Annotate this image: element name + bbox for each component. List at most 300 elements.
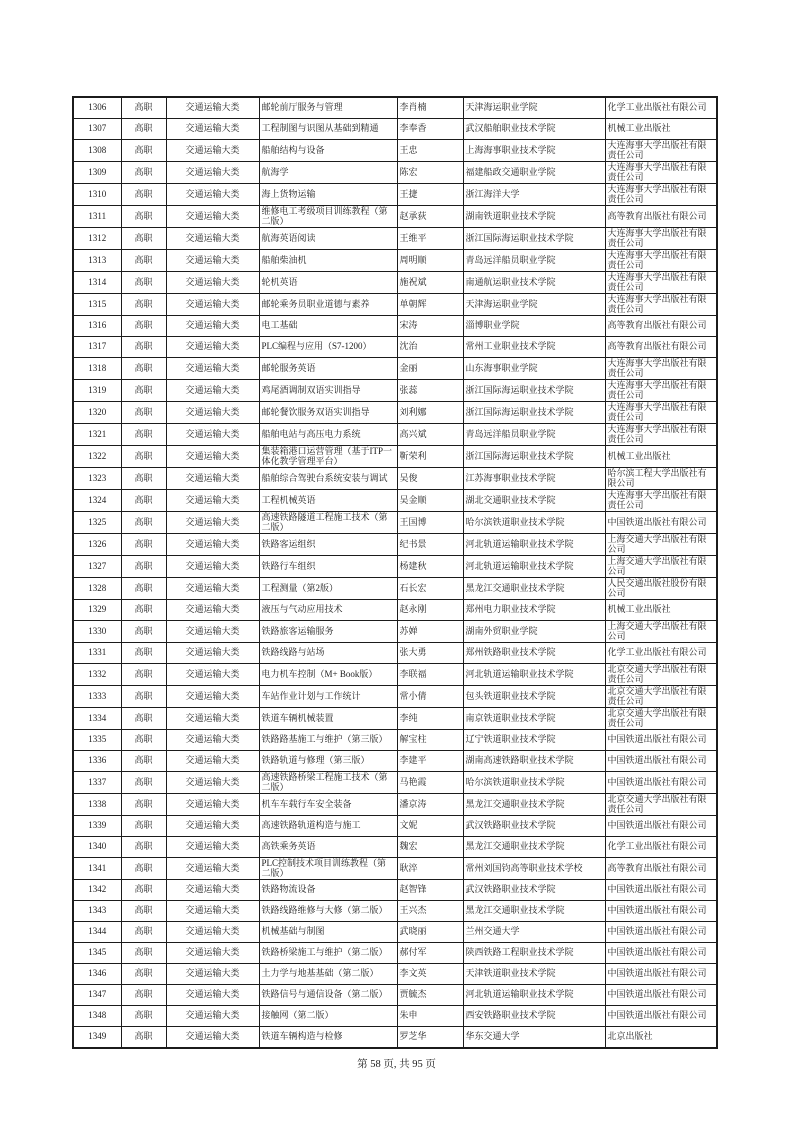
cell-book-title: 高速铁路轨道构造与施工 xyxy=(259,816,397,837)
cell-author: 沈治 xyxy=(397,337,463,358)
cell-row-number: 1307 xyxy=(73,119,121,140)
table-row xyxy=(73,206,717,228)
table-row xyxy=(73,708,717,730)
cell-institution: 黑龙江交通职业技术学院 xyxy=(463,837,605,858)
cell-publisher: 人民交通出版社股份有限公司 xyxy=(605,578,717,600)
cell-publisher: 大连海事大学出版社有限责任公司 xyxy=(605,380,717,402)
cell-row-number: 1324 xyxy=(73,490,121,512)
cell-category: 交通运输大类 xyxy=(166,1006,259,1027)
cell-book-title: 电力机车控制（M+ Book版） xyxy=(259,664,397,686)
cell-row-number: 1343 xyxy=(73,901,121,922)
cell-book-title: 铁路行车组织 xyxy=(259,556,397,578)
table-row xyxy=(73,556,717,578)
cell-institution: 青岛远洋船员职业学院 xyxy=(463,250,605,272)
cell-institution: 黑龙江交通职业技术学院 xyxy=(463,578,605,600)
cell-row-number: 1339 xyxy=(73,816,121,837)
cell-author: 陈宏 xyxy=(397,162,463,184)
cell-category: 交通运输大类 xyxy=(166,880,259,901)
table-row xyxy=(73,424,717,446)
cell-book-title: 工程制图与识图从基础到精通 xyxy=(259,119,397,140)
cell-book-title: 高铁乘务英语 xyxy=(259,837,397,858)
cell-author: 刘利娜 xyxy=(397,402,463,424)
cell-institution: 常州刘国钧高等职业技术学校 xyxy=(463,858,605,880)
cell-category: 交通运输大类 xyxy=(166,837,259,858)
cell-book-title: 集装箱港口运营管理（基于ITP一体化教学管理平台） xyxy=(259,446,397,468)
cell-book-title: 铁路线路与站场 xyxy=(259,643,397,664)
cell-publisher: 北京交通大学出版社有限责任公司 xyxy=(605,794,717,816)
cell-author: 常小倩 xyxy=(397,686,463,708)
cell-book-title: 铁路路基施工与维护（第三版） xyxy=(259,730,397,751)
cell-publisher: 中国铁道出版社有限公司 xyxy=(605,922,717,943)
cell-institution: 浙江国际海运职业技术学院 xyxy=(463,380,605,402)
cell-author: 苏婵 xyxy=(397,621,463,643)
cell-publisher: 化学工业出版社有限公司 xyxy=(605,643,717,664)
cell-publisher: 大连海事大学出版社有限责任公司 xyxy=(605,184,717,206)
cell-category: 交通运输大类 xyxy=(166,380,259,402)
cell-row-number: 1347 xyxy=(73,985,121,1006)
cell-author: 周明顺 xyxy=(397,250,463,272)
cell-book-title: 铁道车辆机械装置 xyxy=(259,708,397,730)
cell-institution: 山东海事职业学院 xyxy=(463,358,605,380)
cell-author: 金丽 xyxy=(397,358,463,380)
cell-category: 交通运输大类 xyxy=(166,621,259,643)
cell-institution: 郑州电力职业技术学院 xyxy=(463,600,605,621)
cell-author: 宋涛 xyxy=(397,316,463,337)
table-row xyxy=(73,816,717,837)
cell-institution: 华东交通大学 xyxy=(463,1027,605,1049)
table-row xyxy=(73,272,717,294)
cell-row-number: 1319 xyxy=(73,380,121,402)
cell-institution: 青岛远洋船员职业学院 xyxy=(463,424,605,446)
cell-level: 高职 xyxy=(121,294,166,316)
cell-level: 高职 xyxy=(121,316,166,337)
table-row xyxy=(73,922,717,943)
cell-level: 高职 xyxy=(121,664,166,686)
cell-author: 单朝辉 xyxy=(397,294,463,316)
cell-book-title: 液压与气动应用技术 xyxy=(259,600,397,621)
cell-publisher: 高等教育出版社有限公司 xyxy=(605,858,717,880)
cell-row-number: 1349 xyxy=(73,1027,121,1049)
cell-category: 交通运输大类 xyxy=(166,730,259,751)
cell-category: 交通运输大类 xyxy=(166,600,259,621)
cell-level: 高职 xyxy=(121,97,166,119)
cell-row-number: 1338 xyxy=(73,794,121,816)
cell-book-title: 铁道车辆构造与检修 xyxy=(259,1027,397,1049)
cell-category: 交通运输大类 xyxy=(166,97,259,119)
cell-publisher: 大连海事大学出版社有限责任公司 xyxy=(605,402,717,424)
cell-row-number: 1332 xyxy=(73,664,121,686)
cell-row-number: 1334 xyxy=(73,708,121,730)
cell-category: 交通运输大类 xyxy=(166,250,259,272)
cell-institution: 辽宁铁道职业技术学院 xyxy=(463,730,605,751)
cell-level: 高职 xyxy=(121,816,166,837)
table-row xyxy=(73,358,717,380)
page-indicator: 第 58 页, 共 95 页 xyxy=(357,1059,436,1070)
table-row xyxy=(73,578,717,600)
cell-book-title: 铁路轨道与修理（第三版） xyxy=(259,751,397,772)
cell-publisher: 高等教育出版社有限公司 xyxy=(605,337,717,358)
cell-category: 交通运输大类 xyxy=(166,772,259,794)
table-row xyxy=(73,1006,717,1027)
cell-publisher: 中国铁道出版社有限公司 xyxy=(605,880,717,901)
cell-row-number: 1345 xyxy=(73,943,121,964)
cell-author: 朱申 xyxy=(397,1006,463,1027)
cell-level: 高职 xyxy=(121,600,166,621)
cell-category: 交通运输大类 xyxy=(166,228,259,250)
cell-level: 高职 xyxy=(121,184,166,206)
cell-level: 高职 xyxy=(121,985,166,1006)
cell-row-number: 1306 xyxy=(73,97,121,119)
table-row xyxy=(73,643,717,664)
cell-category: 交通运输大类 xyxy=(166,162,259,184)
cell-row-number: 1330 xyxy=(73,621,121,643)
cell-category: 交通运输大类 xyxy=(166,446,259,468)
cell-category: 交通运输大类 xyxy=(166,964,259,985)
cell-publisher: 中国铁道出版社有限公司 xyxy=(605,1006,717,1027)
cell-publisher: 高等教育出版社有限公司 xyxy=(605,316,717,337)
cell-author: 潘京涛 xyxy=(397,794,463,816)
cell-row-number: 1308 xyxy=(73,140,121,162)
cell-level: 高职 xyxy=(121,140,166,162)
cell-row-number: 1317 xyxy=(73,337,121,358)
cell-row-number: 1333 xyxy=(73,686,121,708)
cell-institution: 江苏海事职业技术学院 xyxy=(463,468,605,490)
cell-category: 交通运输大类 xyxy=(166,643,259,664)
cell-publisher: 上海交通大学出版社有限公司 xyxy=(605,534,717,556)
cell-category: 交通运输大类 xyxy=(166,206,259,228)
cell-book-title: 土力学与地基基础（第二版） xyxy=(259,964,397,985)
cell-category: 交通运输大类 xyxy=(166,816,259,837)
cell-institution: 黑龙江交通职业技术学院 xyxy=(463,901,605,922)
cell-author: 高兴斌 xyxy=(397,424,463,446)
cell-row-number: 1341 xyxy=(73,858,121,880)
cell-book-title: 维修电工考级项目训练教程（第二版） xyxy=(259,206,397,228)
cell-publisher: 中国铁道出版社有限公司 xyxy=(605,512,717,534)
cell-level: 高职 xyxy=(121,578,166,600)
table-row xyxy=(73,97,717,119)
cell-level: 高职 xyxy=(121,964,166,985)
cell-book-title: 邮轮前厅服务与管理 xyxy=(259,97,397,119)
cell-row-number: 1329 xyxy=(73,600,121,621)
cell-level: 高职 xyxy=(121,380,166,402)
table-row xyxy=(73,943,717,964)
cell-level: 高职 xyxy=(121,621,166,643)
cell-author: 杨建秋 xyxy=(397,556,463,578)
cell-book-title: 铁路客运组织 xyxy=(259,534,397,556)
cell-institution: 南通航运职业技术学院 xyxy=(463,272,605,294)
cell-category: 交通运输大类 xyxy=(166,943,259,964)
cell-institution: 上海海事职业技术学院 xyxy=(463,140,605,162)
cell-institution: 武汉铁路职业技术学院 xyxy=(463,880,605,901)
cell-book-title: 船舶电站与高压电力系统 xyxy=(259,424,397,446)
cell-publisher: 机械工业出版社 xyxy=(605,119,717,140)
cell-level: 高职 xyxy=(121,858,166,880)
cell-author: 李纯 xyxy=(397,708,463,730)
cell-publisher: 化学工业出版社有限公司 xyxy=(605,837,717,858)
cell-publisher: 大连海事大学出版社有限责任公司 xyxy=(605,228,717,250)
cell-level: 高职 xyxy=(121,402,166,424)
cell-publisher: 北京交通大学出版社有限责任公司 xyxy=(605,708,717,730)
cell-category: 交通运输大类 xyxy=(166,556,259,578)
cell-row-number: 1328 xyxy=(73,578,121,600)
cell-institution: 河北轨道运输职业技术学院 xyxy=(463,534,605,556)
cell-book-title: 接触网（第二版） xyxy=(259,1006,397,1027)
cell-author: 石长宏 xyxy=(397,578,463,600)
table-row xyxy=(73,1027,717,1049)
cell-publisher: 大连海事大学出版社有限责任公司 xyxy=(605,140,717,162)
cell-author: 罗芝华 xyxy=(397,1027,463,1049)
cell-institution: 西安铁路职业技术学院 xyxy=(463,1006,605,1027)
cell-category: 交通运输大类 xyxy=(166,578,259,600)
cell-category: 交通运输大类 xyxy=(166,490,259,512)
cell-level: 高职 xyxy=(121,922,166,943)
cell-row-number: 1310 xyxy=(73,184,121,206)
cell-level: 高职 xyxy=(121,643,166,664)
cell-level: 高职 xyxy=(121,358,166,380)
table-row xyxy=(73,402,717,424)
cell-book-title: 电工基础 xyxy=(259,316,397,337)
cell-level: 高职 xyxy=(121,751,166,772)
cell-row-number: 1346 xyxy=(73,964,121,985)
cell-level: 高职 xyxy=(121,901,166,922)
textbook-table xyxy=(72,96,718,1049)
cell-publisher: 化学工业出版社有限公司 xyxy=(605,97,717,119)
cell-category: 交通运输大类 xyxy=(166,424,259,446)
cell-row-number: 1314 xyxy=(73,272,121,294)
cell-author: 文妮 xyxy=(397,816,463,837)
cell-level: 高职 xyxy=(121,206,166,228)
table-row xyxy=(73,985,717,1006)
cell-author: 李奉香 xyxy=(397,119,463,140)
cell-category: 交通运输大类 xyxy=(166,294,259,316)
cell-level: 高职 xyxy=(121,119,166,140)
table-row xyxy=(73,621,717,643)
cell-book-title: 机车车载行车安全装备 xyxy=(259,794,397,816)
cell-publisher: 大连海事大学出版社有限责任公司 xyxy=(605,358,717,380)
table-row xyxy=(73,901,717,922)
cell-row-number: 1313 xyxy=(73,250,121,272)
cell-category: 交通运输大类 xyxy=(166,686,259,708)
cell-category: 交通运输大类 xyxy=(166,337,259,358)
cell-institution: 湖南外贸职业学院 xyxy=(463,621,605,643)
cell-institution: 天津铁道职业技术学院 xyxy=(463,964,605,985)
cell-category: 交通运输大类 xyxy=(166,272,259,294)
cell-level: 高职 xyxy=(121,794,166,816)
cell-category: 交通运输大类 xyxy=(166,901,259,922)
cell-publisher: 中国铁道出版社有限公司 xyxy=(605,772,717,794)
cell-institution: 哈尔滨铁道职业技术学院 xyxy=(463,772,605,794)
cell-category: 交通运输大类 xyxy=(166,512,259,534)
cell-publisher: 大连海事大学出版社有限责任公司 xyxy=(605,250,717,272)
cell-author: 郝付军 xyxy=(397,943,463,964)
cell-publisher: 大连海事大学出版社有限责任公司 xyxy=(605,490,717,512)
table-row xyxy=(73,490,717,512)
cell-level: 高职 xyxy=(121,468,166,490)
cell-level: 高职 xyxy=(121,446,166,468)
cell-book-title: 航海英语阅读 xyxy=(259,228,397,250)
table-row xyxy=(73,664,717,686)
cell-author: 张蕊 xyxy=(397,380,463,402)
cell-book-title: 船舶柴油机 xyxy=(259,250,397,272)
cell-institution: 淄博职业学院 xyxy=(463,316,605,337)
cell-row-number: 1342 xyxy=(73,880,121,901)
cell-institution: 浙江国际海运职业技术学院 xyxy=(463,402,605,424)
cell-row-number: 1318 xyxy=(73,358,121,380)
cell-author: 吴金顺 xyxy=(397,490,463,512)
cell-book-title: 工程测量（第2版） xyxy=(259,578,397,600)
cell-publisher: 中国铁道出版社有限公司 xyxy=(605,901,717,922)
table-row xyxy=(73,184,717,206)
cell-category: 交通运输大类 xyxy=(166,664,259,686)
table-row xyxy=(73,534,717,556)
cell-row-number: 1335 xyxy=(73,730,121,751)
cell-publisher: 上海交通大学出版社有限公司 xyxy=(605,556,717,578)
cell-category: 交通运输大类 xyxy=(166,316,259,337)
cell-institution: 武汉铁路职业技术学院 xyxy=(463,816,605,837)
cell-category: 交通运输大类 xyxy=(166,922,259,943)
cell-level: 高职 xyxy=(121,837,166,858)
cell-book-title: 船舶综合驾驶台系统安装与调试 xyxy=(259,468,397,490)
cell-row-number: 1327 xyxy=(73,556,121,578)
cell-row-number: 1311 xyxy=(73,206,121,228)
cell-level: 高职 xyxy=(121,512,166,534)
cell-institution: 武汉船舶职业技术学院 xyxy=(463,119,605,140)
cell-author: 武晓丽 xyxy=(397,922,463,943)
cell-level: 高职 xyxy=(121,556,166,578)
cell-institution: 南京铁道职业技术学院 xyxy=(463,708,605,730)
cell-author: 张大勇 xyxy=(397,643,463,664)
cell-institution: 天津海运职业学院 xyxy=(463,97,605,119)
cell-author: 王维平 xyxy=(397,228,463,250)
cell-book-title: 铁路信号与通信设备（第二版） xyxy=(259,985,397,1006)
cell-level: 高职 xyxy=(121,228,166,250)
cell-level: 高职 xyxy=(121,880,166,901)
table-row xyxy=(73,446,717,468)
cell-institution: 河北轨道运输职业技术学院 xyxy=(463,556,605,578)
cell-book-title: 海上货物运输 xyxy=(259,184,397,206)
cell-row-number: 1309 xyxy=(73,162,121,184)
cell-institution: 天津海运职业学院 xyxy=(463,294,605,316)
cell-author: 李建平 xyxy=(397,751,463,772)
cell-row-number: 1320 xyxy=(73,402,121,424)
cell-level: 高职 xyxy=(121,1006,166,1027)
table-row xyxy=(73,686,717,708)
cell-publisher: 中国铁道出版社有限公司 xyxy=(605,943,717,964)
cell-category: 交通运输大类 xyxy=(166,708,259,730)
cell-publisher: 北京交通大学出版社有限责任公司 xyxy=(605,664,717,686)
cell-author: 李联福 xyxy=(397,664,463,686)
cell-author: 李文英 xyxy=(397,964,463,985)
cell-row-number: 1340 xyxy=(73,837,121,858)
table-row xyxy=(73,140,717,162)
cell-publisher: 北京交通大学出版社有限责任公司 xyxy=(605,686,717,708)
cell-level: 高职 xyxy=(121,534,166,556)
cell-book-title: 邮轮乘务员职业道德与素养 xyxy=(259,294,397,316)
cell-book-title: 轮机英语 xyxy=(259,272,397,294)
cell-level: 高职 xyxy=(121,490,166,512)
cell-row-number: 1315 xyxy=(73,294,121,316)
table-row xyxy=(73,316,717,337)
cell-book-title: 鸡尾酒调制双语实训指导 xyxy=(259,380,397,402)
cell-book-title: 工程机械英语 xyxy=(259,490,397,512)
cell-category: 交通运输大类 xyxy=(166,358,259,380)
cell-level: 高职 xyxy=(121,250,166,272)
cell-institution: 郑州铁路职业技术学院 xyxy=(463,643,605,664)
cell-institution: 兰州交通大学 xyxy=(463,922,605,943)
cell-category: 交通运输大类 xyxy=(166,468,259,490)
cell-institution: 浙江国际海运职业技术学院 xyxy=(463,228,605,250)
cell-book-title: 船舶结构与设备 xyxy=(259,140,397,162)
cell-publisher: 大连海事大学出版社有限责任公司 xyxy=(605,424,717,446)
cell-level: 高职 xyxy=(121,943,166,964)
cell-book-title: 邮轮餐饮服务双语实训指导 xyxy=(259,402,397,424)
cell-category: 交通运输大类 xyxy=(166,534,259,556)
cell-level: 高职 xyxy=(121,730,166,751)
cell-book-title: 铁路物流设备 xyxy=(259,880,397,901)
cell-institution: 湖北交通职业技术学院 xyxy=(463,490,605,512)
cell-row-number: 1321 xyxy=(73,424,121,446)
cell-author: 王兴杰 xyxy=(397,901,463,922)
cell-publisher: 大连海事大学出版社有限责任公司 xyxy=(605,272,717,294)
cell-publisher: 上海交通大学出版社有限公司 xyxy=(605,621,717,643)
table-row xyxy=(73,858,717,880)
cell-level: 高职 xyxy=(121,708,166,730)
table-row xyxy=(73,837,717,858)
cell-publisher: 中国铁道出版社有限公司 xyxy=(605,985,717,1006)
cell-book-title: 铁路旅客运输服务 xyxy=(259,621,397,643)
table-row xyxy=(73,468,717,490)
cell-book-title: 机械基础与制图 xyxy=(259,922,397,943)
cell-publisher: 中国铁道出版社有限公司 xyxy=(605,816,717,837)
cell-author: 赵承荻 xyxy=(397,206,463,228)
cell-author: 贾毓杰 xyxy=(397,985,463,1006)
cell-institution: 哈尔滨铁道职业技术学院 xyxy=(463,512,605,534)
cell-institution: 包头铁道职业技术学院 xyxy=(463,686,605,708)
cell-institution: 黑龙江交通职业技术学院 xyxy=(463,794,605,816)
cell-institution: 湖南铁道职业技术学院 xyxy=(463,206,605,228)
cell-institution: 浙江国际海运职业技术学院 xyxy=(463,446,605,468)
cell-book-title: PLC编程与应用（S7-1200） xyxy=(259,337,397,358)
cell-row-number: 1336 xyxy=(73,751,121,772)
cell-book-title: 高速铁路桥梁工程施工技术（第二版） xyxy=(259,772,397,794)
cell-level: 高职 xyxy=(121,337,166,358)
cell-book-title: 铁路线路维修与大修（第二版） xyxy=(259,901,397,922)
cell-category: 交通运输大类 xyxy=(166,858,259,880)
cell-book-title: PLC控制技术项目训练教程（第二版） xyxy=(259,858,397,880)
cell-category: 交通运输大类 xyxy=(166,985,259,1006)
cell-author: 赵智锋 xyxy=(397,880,463,901)
cell-publisher: 北京出版社 xyxy=(605,1027,717,1049)
cell-author: 王国博 xyxy=(397,512,463,534)
cell-publisher: 哈尔滨工程大学出版社有限公司 xyxy=(605,468,717,490)
cell-row-number: 1322 xyxy=(73,446,121,468)
cell-institution: 河北轨道运输职业技术学院 xyxy=(463,664,605,686)
cell-institution: 福建船政交通职业学院 xyxy=(463,162,605,184)
cell-row-number: 1331 xyxy=(73,643,121,664)
cell-institution: 湖南高速铁路职业技术学院 xyxy=(463,751,605,772)
cell-author: 吴俊 xyxy=(397,468,463,490)
table-row xyxy=(73,772,717,794)
cell-author: 纪书景 xyxy=(397,534,463,556)
cell-book-title: 铁路桥梁施工与维护（第二版） xyxy=(259,943,397,964)
table-row xyxy=(73,730,717,751)
cell-publisher: 中国铁道出版社有限公司 xyxy=(605,751,717,772)
cell-category: 交通运输大类 xyxy=(166,184,259,206)
cell-level: 高职 xyxy=(121,272,166,294)
table-row xyxy=(73,250,717,272)
cell-level: 高职 xyxy=(121,424,166,446)
table-row xyxy=(73,380,717,402)
